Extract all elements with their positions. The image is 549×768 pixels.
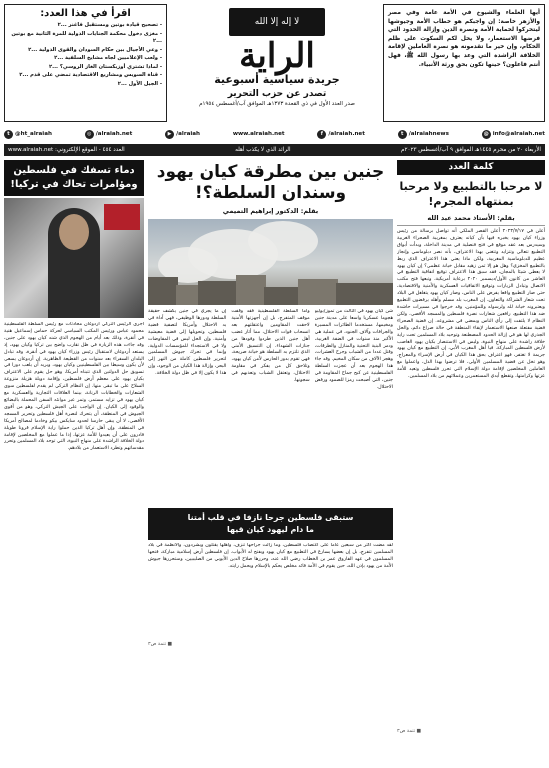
contents-item[interactable]: - ولعب الإعلاميين لجاه مشايخ السلفية ...٢ (54, 55, 162, 61)
contents-item[interactable]: - تصحيح قيادة بوتين ومستقبل فاغنر ...٢ (57, 22, 162, 28)
main-article-title[interactable]: جنين بين مطرقة كيان يهود وسندان السلطة؟! (156, 162, 385, 203)
email-icon: @ (483, 131, 489, 137)
editorial-quote-text: أيها العلماء والشيوخ في الأمة عامة وفي مصر والأزهر خاصة: إن واجبكم هو خطاب الأمة وجيوشها ليتحركوا لحماية الأمة ونصرة الدين وإزالة الحدود التي فرضها الاستعمار، ولا يحل لكم السكوت على ظلم الحكام، وإن خير ما تقدمونه هو نصرة العاملين لإقامة الخلافة الراشدة التي وعد بها رسول الله ﷺ، فهل أنتم فاعلون؟ حينها تكون بحق ورثة الأنبياء. (388, 10, 540, 68)
continued-mark: ■ تتمة ص٣ (148, 642, 173, 647)
continued-mark: ■ تتمة ص٣ (397, 729, 422, 734)
contents-item[interactable]: - وعي الأجيال بين حكام السودان والقوى الدولية ...٢ (28, 46, 162, 53)
header (4, 4, 545, 122)
social-link-twitter-ht[interactable]: t @ht_alraiah (4, 130, 52, 139)
side-article-title[interactable]: دماء تسفك في فلسطين ومؤامرات تحاك في تركيا! (4, 160, 144, 196)
editorial-body: أعلن في ٢٠٢٣/٧/١٧ أعلن القصر الملكي أنه تواصل برسالة من رئيس وزراء كيان يهود يخبره فيها بأن كيانه يعترف بمغربية الصحراء الغربية وسيدرس بعد عقد موقع في فتح قنصلية في مدينة الداخلة، وبدأت أبواق التطبيع تتعالى وتتزايد وتتغنى بهذا الاعتراف، بأنه نصر دبلوماسي وإنجاز عظيم للدبلوماسية المغربية، ولكن ماذا يعني هذا الاعتراف الذي ربط بالتطبيع المخزي؟ وهل هو إلا ثمن زهيد مقابل خيانة عظمى؟ إن كيان يهود لا يعطي شيئا بالمجان، فقد سبق هذا الاعتراف توقيع اتفاقية التطبيع في العاشر من كانون الأول/ديسمبر ٢٠٢٠ برعاية أمريكية، وتبعها فتح مكتب الاتصال وتبادل الزيارات وتوقيع الاتفاقيات العسكرية والأمنية والاقتصادية، حتى صار التطبيع واقعا يفرض على الناس، وصار كيان يهود يتغلغل في البلاد تحت شعار الشراكة والتعاون. إن المغرب بلد مسلم وأهله يرفضون التطبيع ويعتبرونه خيانة لله ولرسوله وللمؤمنين، وقد خرجوا في مسيرات حاشدة ضد هذا التطبيع، رافعين شعارات نصرة فلسطين والمسجد الأقصى، ولكن النظام لا يلتفت إلى رأي الناس ويمضي في مشروعه. إن قضية الصحراء قضية مفتعلة صنعها الاستعمار لإبقاء المنطقة في حالة صراع دائم، والحل الجذري لها هو في إزالة الحدود المصطنعة وتوحيد بلاد المسلمين تحت راية خلافة راشدة على منهاج النبوة، وليس في الاستنصار بكيان يهود الغاصب لأرض فلسطين المباركة. فيا أهل المغرب الأبي، إن التطبيع مع كيان يهود جريمة لا تغتفر، فهو اعتراف بحق هذا الكيان في أرض الإسراء والمعراج، وهو تخل عن قضية المسلمين الأولى، فلا ترضوا بهذا الذل، واعملوا مع العاملين المخلصين لإقامة دولة الإسلام التي تحرر فلسطين وتعيد للأمة عزتها وكرامتها، وتقطع أيدي المستعمرين وعملائهم من بلاد المسلمين. (397, 225, 545, 729)
social-link-facebook[interactable]: f /alraiah.net (317, 130, 365, 139)
editorial-title[interactable]: لا مرحبا بالتطبيع ولا مرحبا بمنتهاه المجرم! (399, 180, 543, 208)
social-links-bar (4, 127, 545, 141)
editorial-byline: بقلم: الأستاذ محمد عبد الله (427, 214, 515, 222)
publisher-line: تصدر عن حزب التحرير (227, 89, 327, 99)
social-link-youtube[interactable]: ▶ /alraiah (165, 130, 200, 139)
contents-title: اقرأ في هذا العدد: (40, 8, 131, 19)
instagram-icon: ◎ (85, 130, 94, 139)
newspaper-subtitle: جريدة سياسية أسبوعية (214, 73, 340, 86)
contents-item[interactable]: - الجيل الأول ...٢ (117, 80, 162, 87)
contents-item[interactable]: - قناة السويس ومشاريع الاقتصادية تمضي على قدم ...٢ (19, 72, 162, 78)
issue-info-bar (4, 144, 545, 156)
newspaper-logo: الراية (239, 36, 315, 76)
side-article (4, 160, 144, 762)
editorial-quote-box (383, 4, 545, 122)
website-link[interactable]: www.alraiah.net (232, 131, 285, 137)
contents-item[interactable]: - لماذا تشتري أوزبكستان الغاز الروسي؟ ...٢ (48, 63, 162, 70)
main-article-columns (148, 309, 393, 505)
flag-icon (229, 8, 325, 36)
main-article-col: شن كيان يهود في الثالث من تموز/يوليو هجوما عسكريا واسعا على مدينة جنين ومخيمها، مستخدما الطائرات المسيرة والجرافات وآلاف الجنود، في عملية هي الأكبر منذ سنوات في الضفة الغربية، ودمر البنية التحتية والمنازل والطرقات، وقتل عددا من الشباب وجرح العشرات، وهجر الآلاف من سكان المخيم. وقد جاء هذا الهجوم بعد أن عجزت السلطة الفلسطينية عن كبح جماح المقاومة في جنين، التي أصبحت رمزا للصمود ورفض الاحتلال. (314, 309, 393, 390)
tagline: الرائد الذي لا يكذب أهله (235, 147, 291, 153)
flag-icon (104, 204, 140, 230)
main-article-byline: بقلم: الدكتور إبراهيم التميمي (222, 207, 319, 215)
issue-number: العدد ٤٥٤ - الموقع الإلكتروني: www.alraiah.net (8, 147, 125, 153)
pull-quote-banner (148, 508, 393, 540)
main-article (148, 160, 393, 762)
masthead (172, 4, 382, 122)
flag-text: لا إله إلا الله (254, 17, 300, 27)
facebook-icon: f (317, 130, 326, 139)
main-article-col: إن ما يجري في جنين يكشف حقيقة السلطة ودورها الوظيفي، فهي أداة في يد الاحتلال وأمريكا لتصفية قضية فلسطين، وتحويلها إلى قضية معيشية وأمنية. وإن الحل ليس في المفاوضات ولا في الاستجداء للمؤسسات الدولية، وإنما في تحرك جيوش المسلمين لتحرير فلسطين كاملة من النهر إلى البحر، وإزالة هذا الكيان من الوجود، وإن هذا لا يكون إلا في ظل دولة الخلافة. (148, 309, 227, 377)
smoke-over-city-photo (148, 219, 393, 305)
section-header: كلمة العدد (397, 160, 545, 175)
twitter-icon: t (398, 130, 407, 139)
speaker-photo (4, 198, 144, 318)
pull-quote-line: ستبقى فلسطين جرحا نازفا في قلب أمتنا (187, 513, 354, 522)
social-link-instagram[interactable]: ◎ /alraiah.net (85, 130, 133, 139)
youtube-icon: ▶ (165, 130, 174, 139)
contents-item[interactable]: - مغزى دخول محكمة الجنايات الدولية للمرة الثانية مع بوتين ...٢ (11, 30, 162, 44)
twitter-icon: t (4, 130, 13, 139)
pull-quote-line: ما دام ليهود كيان قيها (226, 525, 315, 534)
social-link-twitter-news[interactable]: t /alraiahnews (398, 130, 449, 139)
editorial-column (397, 160, 545, 762)
issue-date: الأربعاء ٢٠ من محرم ١٤٤٥هـ الموافق ٩ آب/أغسطس ٢٠٢٣م (400, 147, 541, 153)
social-link-email[interactable]: @ info@alraiah.net (483, 131, 545, 137)
issue-contents-box (4, 4, 167, 122)
main-article-bottom: لقد مضت أكثر من سبعين عاما على اغتصاب فلسطين، وما زالت جراحها تنزف، وأهلها يقتلون ويشردون، والأنظمة في بلاد المسلمين تتفرج، بل إن بعضها يسارع في التطبيع مع كيان يهود ويفتح له الأبواب. إن فلسطين أرض إسلامية مباركة، فتحها المسلمون في عهد الفاروق عمر بن الخطاب رضي الله عنه، وحررها صلاح الدين الأيوبي من الصليبيين، وستحررها جيوش الأمة من يهود بإذن الله، حين يقوم في الأمة قائد مخلص يحكم بالإسلام ويحمل رايته. (148, 543, 393, 569)
side-article-body: أجرى الرئيس التركي أردوغان محادثات مع رئيس السلطة الفلسطينية محمود عباس ورئيس المكتب السياسي لحركة حماس إسماعيل هنية في أنقرة، وذلك بعد أيام من الهجوم الذي شنه كيان يهود على جنين، وقد جاءت هذه الزيارة في ظل تقارب واضح بين تركيا وكيان يهود، إذ يستعد أردوغان لاستقبال رئيس وزراء كيان يهود في أنقرة، وقد تبادل البلدان السفراء بعد سنوات من القطيعة الظاهرية. إن أردوغان يسعى لأن يكون وسيطا بين الفلسطينيين وكيان يهود، ويريد أن يلعب دورا في تسويق حل الدولتين الذي تتبناه أمريكا، وهو حل يقوم على الاعتراف بكيان يهود على معظم أرض فلسطين، وإقامة دويلة هزيلة منزوعة السلاح على ما تبقى منها. إن النظام التركي لم يقدم لفلسطين سوى الشعارات والخطابات الرنانة، بينما العلاقات التجارية والعسكرية مع كيان يهود في تزايد مستمر، وتمر عبر موانئه السفن المحملة بالبضائع والوقود إلى الكيان. إن الواجب على الجيش التركي، وهو من أقوى الجيوش في المنطقة، أن يتحرك لنصرة أهل فلسطين وتحرير المسجد الأقصى، لا أن يبقى حارسا لحدود سايكس بيكو وخادما لمصالح أمريكا في المنطقة. وإن أهل تركيا الذين حملوا راية الإسلام قرونا طويلة قادرون على أن يعيدوا للأمة عزتها، إذا ما عملوا مع المخلصين لإقامة دولة الخلافة الراشدة على منهاج النبوة، التي توحد بلاد المسلمين وتحرر مقدساتهم وتطرد الاستعمار من بلادهم. (4, 322, 144, 452)
first-issue-line: صدر العدد الأول في ذي القعدة ١٣٧٣هـ الموافق آب/أغسطس ١٩٥٤م (199, 101, 355, 107)
main-article-col: وأما السلطة الفلسطينية فقد وقفت موقف المتفرج، بل إن أجهزتها الأمنية لاحقت المقاومين واعتقلتهم بعد انسحاب قوات الاحتلال، مما أثار غضب أهل جنين الذين طردوا وفودها من جنازات الشهداء. إن التنسيق الأمني الذي تلتزم به السلطة هو خيانة صريحة، فهي تقوم بدور الحارس لأمن كيان يهود، وتلاحق كل من يفكر في مقاومة الاحتلال، وتعتقل الشباب وتعذبهم في سجونها. (231, 309, 310, 384)
